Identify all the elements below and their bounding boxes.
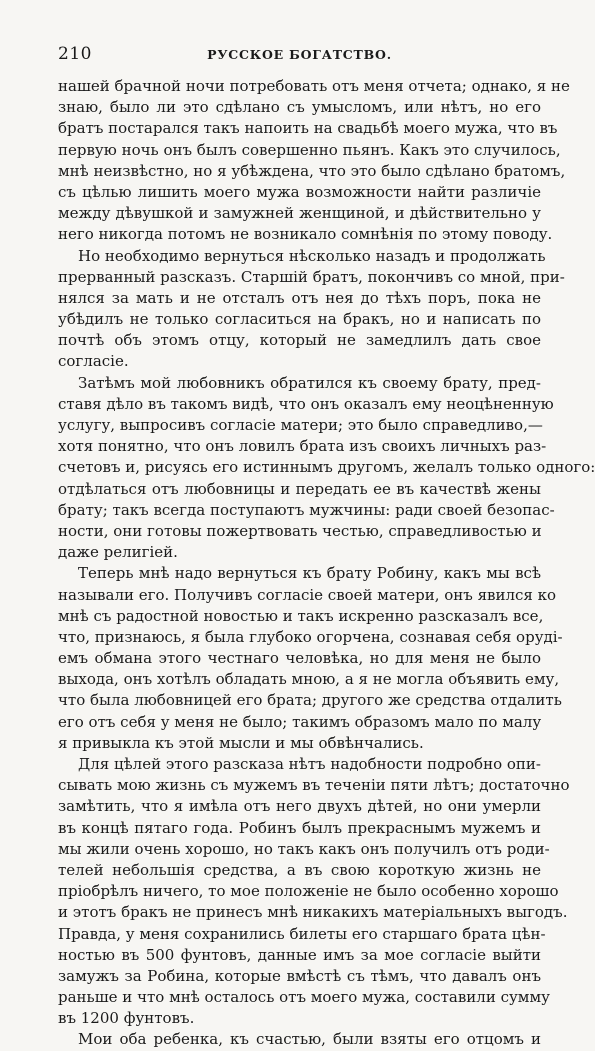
text-line: убѣдилъ не только согласиться на бракъ, но и написать по [58,310,541,329]
text-line: мнѣ неизвѣстно, но я убѣждена, что это было сдѣлано братомъ, [58,161,566,180]
text-line: счетовъ и, рисуясь его истиннымъ другомъ, желалъ только одного: [58,458,595,477]
text-line: Мои оба ребенка, къ счастью, были взяты его отцомъ и [78,1030,541,1049]
text-line: замѣтить, что я имѣла отъ него двухъ дѣтей, но они умерли [58,797,541,816]
page-number: 210 [58,44,92,64]
text-line: прерванный разсказъ. Старшій братъ, покончивъ со мной, при- [58,267,565,286]
text-line: Теперь мнѣ надо вернуться къ брату Робину, какъ мы всѣ [78,564,541,583]
text-line: замужъ за Робина, которые вмѣстѣ съ тѣмъ, что давалъ онъ [58,966,541,985]
text-line: что была любовницей его брата; другого же средства отдалить [58,691,562,710]
text-line: согласіе. [58,352,129,371]
text-line: раньше и что мнѣ осталось отъ моего мужа, составили сумму [58,988,550,1007]
text-line: первую ночь онъ былъ совершенно пьянъ. Какъ это случилось, [58,140,561,159]
text-line: даже религіей. [58,543,178,562]
text-line: ности, они готовы пожертвовать честью, справедливостью и [58,521,542,540]
text-line: ностью въ 500 фунтовъ, данные имъ за мое согласіе выйти [58,945,541,964]
text-line: что, признаюсь, я была глубоко огорчена, сознавая себя оруді- [58,627,563,646]
text-line: Но необходимо вернуться нѣсколько назадъ и продолжать [78,246,546,265]
text-line: называли его. Получивъ согласіе своей матери, онъ явился ко [58,585,557,604]
text-line: нялся за мать и не отсталъ отъ нея до тѣхъ поръ, пока не [58,288,541,307]
text-line: мнѣ съ радостной новостью и такъ искренно разсказалъ все, [58,606,544,625]
text-line: услугу, выпросивъ согласіе матери; это было справедливо,— [58,416,543,434]
text-line: Для цѣлей этого разсказа нѣтъ надобности подробно опи- [78,755,541,773]
text-line: между дѣвушкой и замужней женщиной, и дѣйствительно у [58,204,541,223]
text-line: братъ постарался такъ напоить на свадьбѣ моего мужа, что въ [58,119,558,138]
text-line: въ 1200 фунтовъ. [58,1009,195,1028]
text-line: емъ обмана этого честнаго человѣка, но для меня не было [58,649,541,668]
running-title: РУССКОЕ БОГАТСТВО. [207,47,392,62]
text-line: его отъ себя у меня не было; такимъ образомъ мало по малу [58,712,542,731]
text-line: пріобрѣлъ ничего, то мое положеніе не было особенно хорошо [58,882,559,901]
page-header [58,44,541,66]
text-line: Правда, у меня сохранились билеты его старшаго брата цѣн- [58,924,546,943]
text-line: отдѣлаться отъ любовницы и передать ее въ качествѣ жены [58,479,541,498]
text-line: знаю, было ли это сдѣлано съ умысломъ, или нѣтъ, но его [58,98,541,117]
text-line: него никогда потомъ не возникало сомнѣнія по этому поводу. [58,225,553,244]
body-text [58,76,595,1051]
text-line: Затѣмъ мой любовникъ обратился къ своему брату, пред- [78,373,541,392]
text-line: хотя понятно, что онъ ловилъ брата изъ своихъ личныхъ раз- [58,437,547,456]
text-line: сывать мою жизнь съ мужемъ въ теченіи пяти лѣтъ; достаточно [58,776,570,795]
text-line: я привыкла къ этой мысли и мы обвѣнчались. [58,733,424,752]
text-line: съ цѣлью лишить моего мужа возможности найти различіе [58,182,541,201]
text-line: телей небольшія средства, а въ свою короткую жизнь не [58,860,541,879]
text-line: нашей брачной ночи потребовать отъ меня отчета; однако, я не [58,77,570,95]
text-line: почтѣ объ этомъ отцу, который не замедлилъ дать свое [58,331,541,350]
text-line: брату; такъ всегда поступаютъ мужчины: ради своей безопас- [58,500,555,519]
text-line: мы жили очень хорошо, но такъ какъ онъ получилъ отъ роди- [58,839,550,858]
text-line: выхода, онъ хотѣлъ обладать мною, а я не могла объявить ему, [58,670,560,689]
text-line: въ концѣ пятаго года. Робинъ былъ прекраснымъ мужемъ и [58,818,541,837]
text-line: и этотъ бракъ не принесъ мнѣ никакихъ матеріальныхъ выгодъ. [58,903,568,922]
text-line: ставя дѣло въ такомъ видѣ, что онъ оказалъ ему неоцѣненную [58,394,554,413]
